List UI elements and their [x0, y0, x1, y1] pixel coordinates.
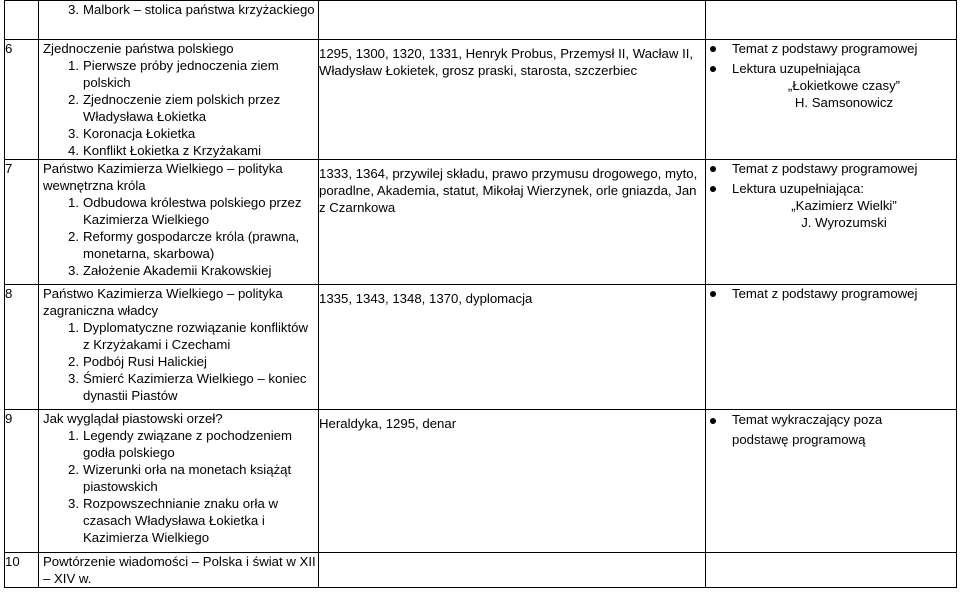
terms-cell — [319, 40, 706, 160]
subtopic-item: 2. Zjednoczenie ziem polskich przez Władysława Łokietka — [68, 92, 281, 124]
table-row — [5, 1, 957, 40]
subtopic-item: 1. Legendy związane z pochodzeniem godła polskiego — [68, 428, 292, 460]
row-number: 9 — [5, 410, 39, 553]
topic-title: Państwo Kazimierza Wielkiego – polityka zagraniczna władcy — [43, 286, 283, 318]
subtopic-item: 3. Malbork – stolica państwa krzyżackiego — [68, 2, 315, 17]
subtopic-item: 2. Podbój Rusi Halickiej — [68, 354, 207, 369]
row-number: 10 — [5, 553, 39, 588]
bullet-icon — [710, 418, 716, 424]
lesson-plan-table — [4, 0, 957, 588]
subtopic-item: 1. Dyplomatyczne rozwiązanie konfliktów z Krzyżakami i Czechami — [68, 320, 309, 352]
terms-cell — [319, 1, 706, 40]
subtopic-item: 1. Pierwsze próby jednoczenia ziem polskich — [68, 58, 279, 90]
notes-list — [706, 410, 956, 450]
bullet-icon — [710, 46, 716, 52]
topic-title: Zjednoczenie państwa polskiego — [43, 41, 234, 56]
note-item: Temat z podstawy programowej — [706, 285, 956, 302]
topic-cell — [39, 410, 319, 553]
table-row — [5, 410, 957, 553]
table-row — [5, 160, 957, 285]
row-number: 7 — [5, 160, 39, 285]
row-number: 8 — [5, 285, 39, 410]
subtopic-list — [39, 57, 318, 159]
subtopic-list — [39, 319, 318, 404]
note-item: Temat z podstawy programowej — [706, 160, 956, 177]
notes-cell — [706, 160, 957, 285]
subtopic-item: 3. Rozpowszechnianie znaku orła w czasach Władysława Łokietka i Kazimierza Wielkiego — [68, 496, 278, 545]
notes-cell — [706, 410, 957, 553]
subtopic-item: 3. Śmierć Kazimierza Wielkiego – koniec dynastii Piastów — [68, 371, 307, 403]
topic-cell — [39, 553, 319, 588]
notes-cell — [706, 553, 957, 588]
note-item: Lektura uzupełniająca „Łokietkowe czasy” H. Samsonowicz — [706, 60, 956, 111]
topic-cell — [39, 285, 319, 410]
terms-cell — [319, 553, 706, 588]
note-item: Lektura uzupełniająca: „Kazimierz Wielki” J. Wyrozumski — [706, 180, 956, 231]
notes-list — [706, 285, 956, 302]
bullet-icon — [710, 291, 716, 297]
topic-cell — [39, 1, 319, 40]
topic-cell — [39, 160, 319, 285]
subtopic-item: 2. Wizerunki orła na monetach książąt piastowskich — [68, 462, 292, 494]
subtopic-item: 4. Konflikt Łokietka z Krzyżakami — [68, 143, 262, 158]
subtopic-item: 1. Odbudowa królestwa polskiego przez Kazimierza Wielkiego — [68, 195, 302, 227]
bullet-icon — [710, 186, 716, 192]
topic-title: Powtórzenie wiadomości – Polska i świat w XII – XIV w. — [43, 554, 316, 586]
terms-text: Heraldyka, 1295, denar — [319, 416, 457, 431]
row-number: 6 — [5, 40, 39, 160]
terms-cell — [319, 410, 706, 553]
topic-title: Jak wyglądał piastowski orzeł? — [43, 411, 223, 426]
notes-cell — [706, 1, 957, 40]
notes-cell — [706, 40, 957, 160]
subtopic-item: 2. Reformy gospodarcze króla (prawna, monetarna, skarbowa) — [68, 229, 300, 261]
terms-cell — [319, 160, 706, 285]
table-row — [5, 40, 957, 160]
subtopic-list — [39, 1, 318, 18]
notes-cell — [706, 285, 957, 410]
row-number — [5, 1, 39, 40]
terms-text: 1295, 1300, 1320, 1331, Henryk Probus, Przemysł II, Wacław II, Władysław Łokietek, grosz praski, starosta, szczerbiec — [319, 46, 694, 78]
bullet-icon — [710, 166, 716, 172]
terms-text: 1333, 1364, przywilej składu, prawo przymusu drogowego, myto, poradlne, Akademia, statut, Mikołaj Wierzynek, orle gniazda, Jan z Czarnkowa — [319, 166, 698, 215]
table-row — [5, 285, 957, 410]
subtopic-list — [39, 427, 318, 546]
subtopic-item: 3. Założenie Akademii Krakowskiej — [68, 263, 272, 278]
terms-cell — [319, 285, 706, 410]
table-row — [5, 553, 957, 588]
bullet-icon — [710, 66, 716, 72]
topic-title: Państwo Kazimierza Wielkiego – polityka wewnętrzna króla — [43, 161, 283, 193]
notes-list — [706, 40, 956, 111]
notes-list — [706, 160, 956, 231]
subtopic-list — [39, 194, 318, 279]
terms-text: 1335, 1343, 1348, 1370, dyplomacja — [319, 291, 533, 306]
subtopic-item: 3. Koronacja Łokietka — [68, 126, 196, 141]
note-item: Temat z podstawy programowej — [706, 40, 956, 57]
note-item: Temat wykraczający poza podstawę programową — [706, 410, 956, 450]
topic-cell — [39, 40, 319, 160]
